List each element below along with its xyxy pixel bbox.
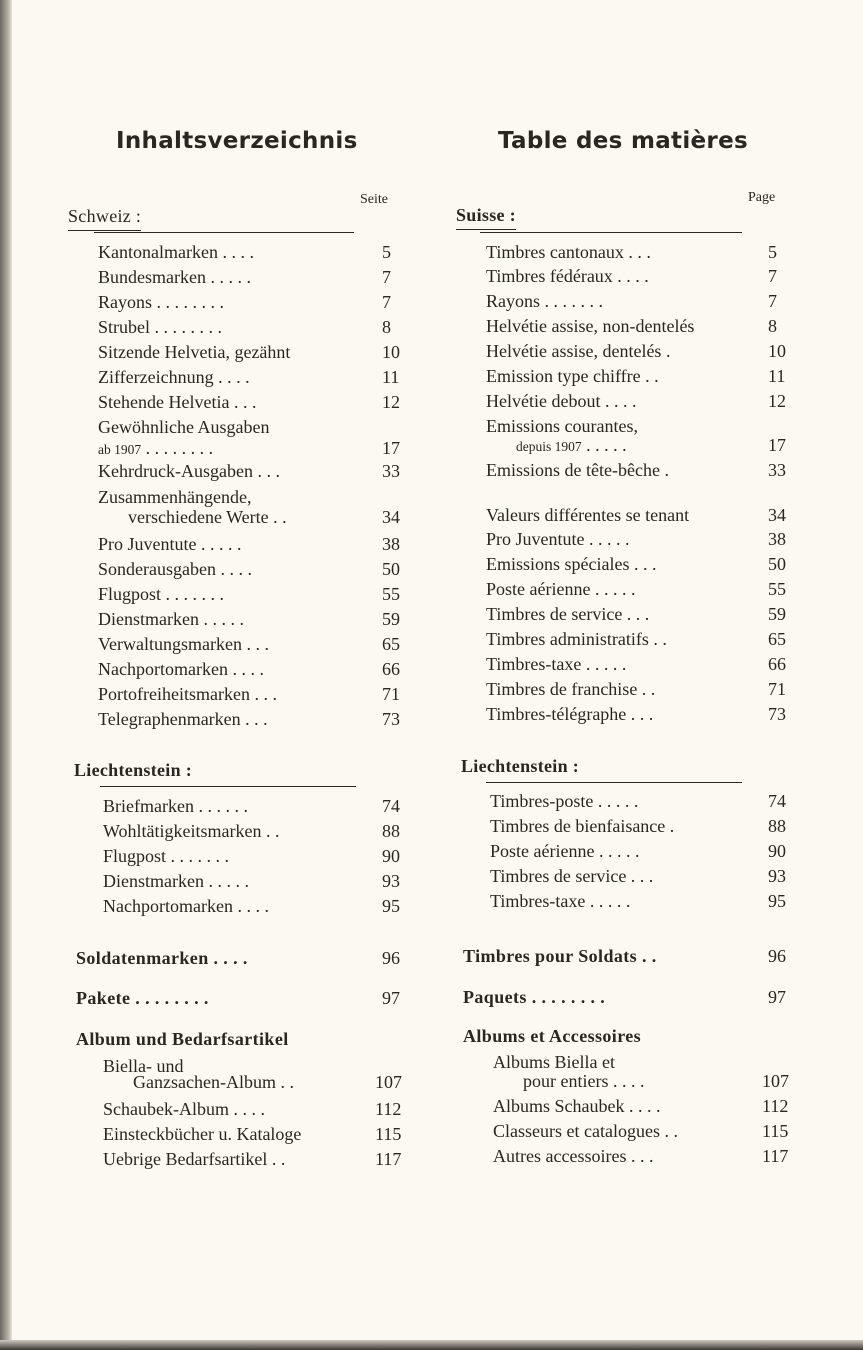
toc-entry-page: 107: [762, 1071, 789, 1091]
page-soldatenmarken: 96: [382, 948, 400, 968]
rule: [486, 782, 742, 783]
toc-entry-label: Schaubek-Album . . . .: [103, 1099, 265, 1119]
toc-entry-page: 33: [382, 461, 400, 481]
toc-entry-label: Emissions courantes,: [486, 416, 638, 436]
toc-entry-label: Rayons . . . . . . . .: [98, 292, 224, 312]
toc-entry-label: ab 1907 . . . . . . . .: [98, 438, 214, 458]
toc-entry-page: 90: [768, 841, 786, 861]
toc-entry-page: 112: [375, 1099, 402, 1119]
toc-entry-label: Emissions de tête-bêche .: [486, 460, 669, 480]
toc-entry-page: 33: [768, 460, 786, 480]
toc-entry-page: 107: [375, 1072, 402, 1092]
toc-entry-page: 50: [382, 559, 400, 579]
toc-entry-page: 112: [762, 1096, 789, 1116]
entry-label: Timbres pour Soldats . .: [463, 946, 657, 966]
toc-entry-page: 66: [768, 654, 786, 674]
entry-paquets: [463, 985, 605, 1009]
toc-entry-label: Nachportomarken . . . .: [98, 659, 264, 679]
page-timbres-soldats: 96: [768, 946, 786, 966]
toc-entry-page: 17: [768, 435, 786, 455]
toc-entry-page: 5: [382, 242, 391, 262]
toc-entry-page: 7: [382, 292, 391, 312]
toc-entry-page: 10: [382, 342, 400, 362]
toc-entry-label: Timbres administratifs . .: [486, 629, 667, 649]
toc-entry-label: Timbres de service . . .: [490, 866, 654, 886]
entry-label: Pakete . . . . . . . .: [76, 988, 209, 1008]
toc-entry-page: 88: [768, 816, 786, 836]
toc-entry-label: Verwaltungsmarken . . .: [98, 634, 269, 654]
rule: [94, 232, 354, 233]
toc-entry-label: Valeurs différentes se tenant: [486, 505, 690, 525]
entry-label: Soldatenmarken . . . .: [76, 948, 248, 968]
toc-entry-label: Pro Juventute . . . . .: [98, 534, 242, 554]
toc-entry-page: 93: [382, 871, 400, 891]
toc-entry-label: Nachportomarken . . . .: [103, 896, 269, 916]
toc-entry-label: Emissions spéciales . . .: [486, 554, 657, 574]
toc-entry-label: Zifferzeichnung . . . .: [98, 367, 250, 387]
toc-entry-page: 65: [768, 629, 786, 649]
toc-entry-page: 8: [768, 316, 777, 336]
toc-entry-label: Albums Biella et: [493, 1052, 615, 1072]
page-paquets: 97: [768, 987, 786, 1007]
toc-entry-page: 117: [375, 1149, 402, 1169]
toc-entry-page: 73: [382, 709, 400, 729]
rule: [100, 786, 356, 787]
toc-entry-page: 73: [768, 704, 786, 724]
toc-entry-label: Pro Juventute . . . . .: [486, 529, 630, 549]
toc-entry-page: 5: [768, 242, 777, 262]
toc-entry-label: Timbres-poste . . . . .: [490, 791, 639, 811]
page-header: Page: [748, 190, 776, 205]
heading-liechtenstein-fr: Liechtenstein :: [461, 756, 579, 776]
toc-entry-label: Timbres de franchise . .: [486, 679, 656, 699]
toc-entry-label: Stehende Helvetia . . .: [98, 392, 257, 412]
toc-entry-page: 88: [382, 821, 400, 841]
book-binding: [0, 0, 12, 1350]
toc-entry-label: Poste aérienne . . . . .: [490, 841, 640, 861]
toc-entry-page: 115: [762, 1121, 789, 1141]
toc-entry-label: Helvétie debout . . . .: [486, 391, 637, 411]
heading-schweiz: Schweiz :: [68, 206, 141, 231]
toc-entry-label: Helvétie assise, non-dentelés: [486, 316, 695, 336]
toc-entry-page: 55: [382, 584, 400, 604]
toc-entry-label: Timbres de service . . .: [486, 604, 650, 624]
entry-soldatenmarken: [76, 946, 248, 970]
toc-entry-page: 34: [382, 507, 400, 527]
page-pakete: 97: [382, 988, 400, 1008]
toc-entry-label: Zusammenhängende,: [98, 487, 252, 507]
toc-entry-page: 50: [768, 554, 786, 574]
toc-entry-page: 74: [768, 791, 786, 811]
toc-entry-page: 17: [382, 438, 400, 458]
toc-entry-label: Dienstmarken . . . . .: [103, 871, 249, 891]
toc-entry-page: 12: [768, 391, 786, 411]
toc-entry-page: 12: [382, 392, 400, 412]
toc-entry-page: 95: [768, 891, 786, 911]
heading-albums: Albums et Accessoires: [463, 1026, 642, 1046]
toc-entry-label: Timbres de bienfaisance .: [490, 816, 675, 836]
toc-entry-page: 7: [768, 266, 777, 286]
toc-entry-page: 93: [768, 866, 786, 886]
toc-entry-page: 11: [382, 367, 400, 387]
toc-entry-page: 66: [382, 659, 400, 679]
toc-entry-page: 55: [768, 579, 786, 599]
toc-entry-label: Telegraphenmarken . . .: [98, 709, 268, 729]
toc-entry-page: 117: [762, 1146, 789, 1166]
toc-entry-label: Einsteckbücher u. Kataloge: [103, 1124, 302, 1144]
toc-entry-page: 38: [382, 534, 400, 554]
toc-entry-page: 11: [768, 366, 786, 386]
toc-entry-label: Wohltätigkeitsmarken . .: [103, 821, 280, 841]
toc-entry-label: Kehrdruck-Ausgaben . . .: [98, 461, 280, 481]
toc-entry-label: Strubel . . . . . . . .: [98, 317, 222, 337]
toc-entry-label: Timbres-taxe . . . . .: [490, 891, 631, 911]
toc-entry-label: Flugpost . . . . . . .: [103, 846, 230, 866]
rule: [480, 232, 742, 233]
toc-entry-label: Timbres-télégraphe . . .: [486, 704, 654, 724]
toc-entry-label: Biella- und: [103, 1056, 184, 1076]
toc-entry-label: Uebrige Bedarfsartikel . .: [103, 1149, 286, 1169]
toc-entry-page: 59: [768, 604, 786, 624]
toc-entry-label: Timbres fédéraux . . . .: [486, 266, 649, 286]
toc-entry-label: Sitzende Helvetia, gezähnt: [98, 342, 291, 362]
toc-entry-label: Helvétie assise, dentelés .: [486, 341, 671, 361]
toc-entry-page: 65: [382, 634, 400, 654]
toc-entry-label: Autres accessoires . . .: [493, 1146, 654, 1166]
toc-entry-label: Bundesmarken . . . . .: [98, 267, 251, 287]
toc-entry-label: Portofreiheitsmarken . . .: [98, 684, 277, 704]
toc-entry-label: Timbres cantonaux . . .: [486, 242, 651, 262]
toc-entry-label: Flugpost . . . . . . .: [98, 584, 225, 604]
toc-entry-page: 34: [768, 505, 786, 525]
entry-label: Paquets . . . . . . . .: [463, 987, 606, 1007]
toc-entry-label: Dienstmarken . . . . .: [98, 609, 244, 629]
toc-entry-page: 7: [768, 291, 777, 311]
title-inhaltsverzeichnis: Inhaltsverzeichnis: [116, 128, 358, 154]
toc-entry-page: 8: [382, 317, 391, 337]
toc-entry-page: 90: [382, 846, 400, 866]
page-edge: [0, 1340, 863, 1350]
toc-entry-page: 71: [382, 684, 400, 704]
toc-entry-page: 74: [382, 796, 400, 816]
toc-entry-page: 59: [382, 609, 400, 629]
toc-entry-page: 95: [382, 896, 400, 916]
toc-entry-page: 10: [768, 341, 786, 361]
toc-entry-label: Albums Schaubek . . . .: [493, 1096, 661, 1116]
toc-entry-label: Poste aérienne . . . . .: [486, 579, 636, 599]
toc-entry-label: Classeurs et catalogues . .: [493, 1121, 678, 1141]
toc-entry-page: 7: [382, 267, 391, 287]
toc-entry-label: depuis 1907 . . . . .: [516, 435, 627, 455]
toc-entry-label: Briefmarken . . . . . .: [103, 796, 248, 816]
toc-entry-label: pour entiers . . . .: [523, 1071, 645, 1091]
toc-entry-label: Gewöhnliche Ausgaben: [98, 417, 270, 437]
toc-entry-label: Rayons . . . . . . .: [486, 291, 603, 311]
heading-suisse: Suisse :: [456, 205, 516, 230]
entry-timbres-soldats: [463, 944, 657, 968]
toc-entry-label: Kantonalmarken . . . .: [98, 242, 254, 262]
toc-entry-label: Timbres-taxe . . . . .: [486, 654, 627, 674]
toc-entry-label: Emission type chiffre . .: [486, 366, 659, 386]
toc-entry-label: Ganzsachen-Album . .: [133, 1072, 294, 1092]
toc-entry-page: 38: [768, 529, 786, 549]
seite-header: Seite: [360, 192, 388, 207]
toc-entry-page: 71: [768, 679, 786, 699]
heading-liechtenstein-de: Liechtenstein :: [74, 760, 192, 780]
title-table-des-matieres: Table des matières: [498, 128, 748, 154]
entry-pakete: [76, 986, 209, 1010]
toc-entry-label: Sonderausgaben . . . .: [98, 559, 252, 579]
toc-entry-page: 115: [375, 1124, 402, 1144]
heading-album: Album und Bedarfsartikel: [76, 1029, 289, 1049]
toc-entry-label: verschiedene Werte . .: [128, 507, 287, 527]
